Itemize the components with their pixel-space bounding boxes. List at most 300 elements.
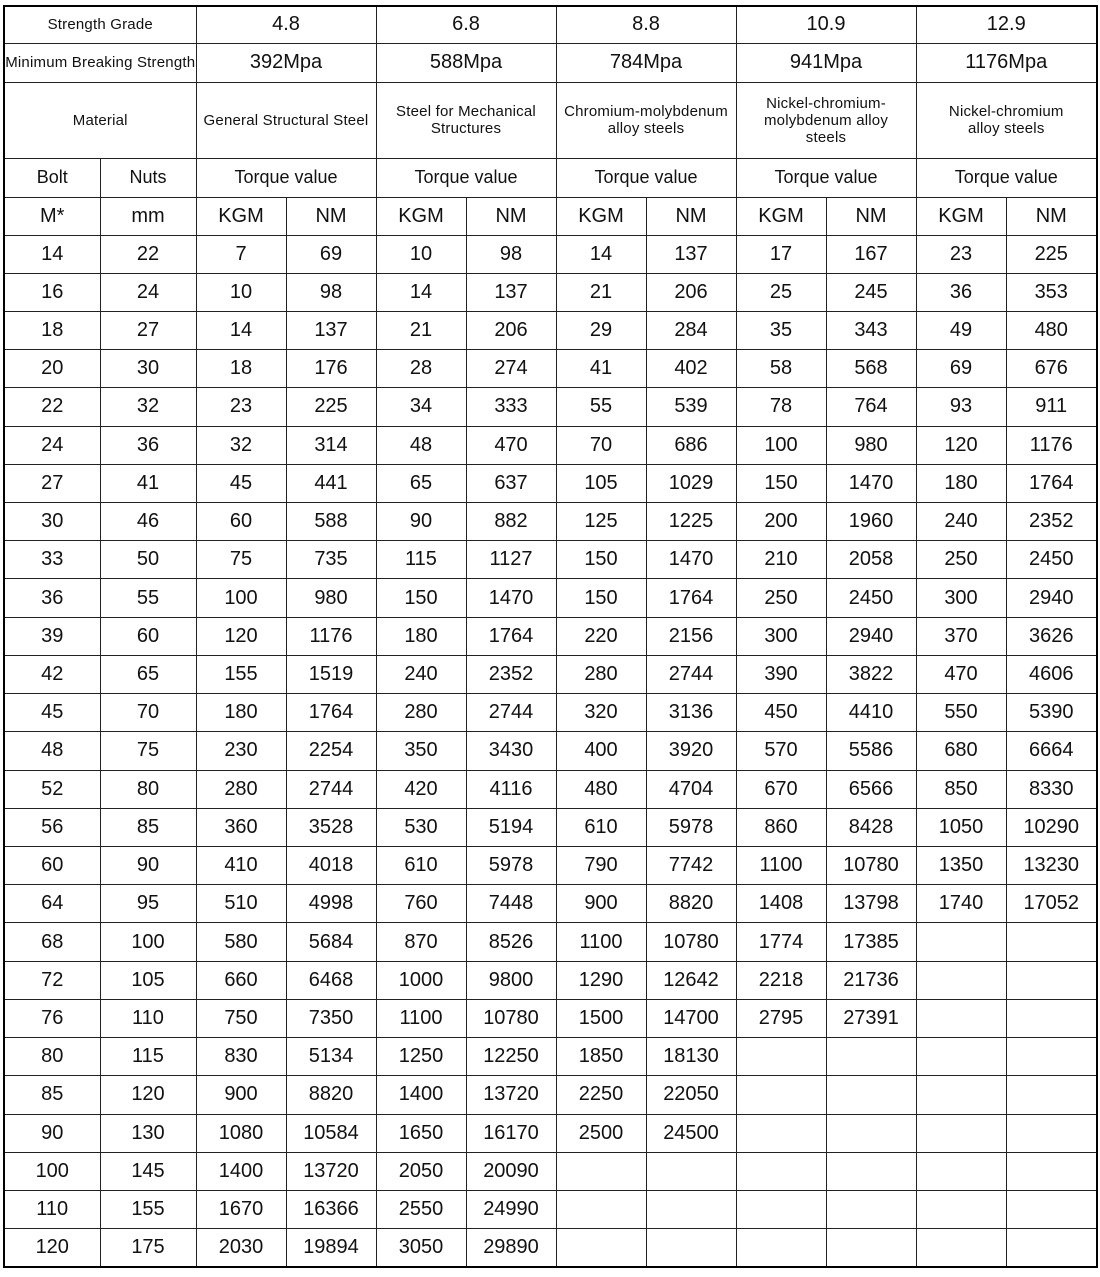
material-cell: Nickel-chromium alloy steels [916, 82, 1097, 158]
kgm-10-9-cell: 1408 [736, 885, 826, 923]
bolt-size-cell: 45 [4, 694, 100, 732]
kgm-header: KGM [916, 197, 1006, 235]
kgm-12-9-cell: 680 [916, 732, 1006, 770]
kgm-10-9-cell: 2795 [736, 999, 826, 1037]
bolt-size-cell: 85 [4, 1076, 100, 1114]
nm-6-8-cell: 20090 [466, 1152, 556, 1190]
nut-size-cell: 50 [100, 541, 196, 579]
kgm-4-8-cell: 900 [196, 1076, 286, 1114]
kgm-12-9-cell: 49 [916, 311, 1006, 349]
breaking-strength-label: Minimum Breaking Strength [4, 43, 196, 82]
kgm-4-8-cell: 100 [196, 579, 286, 617]
nm-10-9-cell: 8428 [826, 808, 916, 846]
bolt-size-cell: 60 [4, 847, 100, 885]
nm-8-8-cell: 4704 [646, 770, 736, 808]
kgm-8-8-cell: 150 [556, 541, 646, 579]
bolt-size-cell: 22 [4, 388, 100, 426]
kgm-8-8-cell: 220 [556, 617, 646, 655]
breaking-strength-cell: 1176Mpa [916, 43, 1097, 82]
kgm-6-8-cell: 3050 [376, 1229, 466, 1267]
bolt-size-cell: 24 [4, 426, 100, 464]
kgm-12-9-cell [916, 1038, 1006, 1076]
bolt-size-cell: 90 [4, 1114, 100, 1152]
nm-10-9-cell: 3822 [826, 655, 916, 693]
nm-6-8-cell: 5194 [466, 808, 556, 846]
material-row [4, 82, 1097, 158]
nm-4-8-cell: 8820 [286, 1076, 376, 1114]
nm-12-9-cell [1006, 1114, 1097, 1152]
kgm-6-8-cell: 2550 [376, 1190, 466, 1228]
nm-4-8-cell: 13720 [286, 1152, 376, 1190]
nm-8-8-cell: 284 [646, 311, 736, 349]
kgm-10-9-cell [736, 1114, 826, 1152]
kgm-12-9-cell [916, 961, 1006, 999]
kgm-8-8-cell: 610 [556, 808, 646, 846]
bolt-size-cell: 42 [4, 655, 100, 693]
grade-cell: 10.9 [736, 6, 916, 43]
kgm-4-8-cell: 75 [196, 541, 286, 579]
table-row [4, 579, 1097, 617]
nm-10-9-cell: 27391 [826, 999, 916, 1037]
nm-12-9-cell: 2352 [1006, 503, 1097, 541]
nm-10-9-cell: 980 [826, 426, 916, 464]
nm-12-9-cell: 4606 [1006, 655, 1097, 693]
kgm-6-8-cell: 1650 [376, 1114, 466, 1152]
kgm-header: KGM [376, 197, 466, 235]
torque-value-label: Torque value [556, 158, 736, 197]
nm-4-8-cell: 7350 [286, 999, 376, 1037]
kgm-6-8-cell: 150 [376, 579, 466, 617]
nut-size-cell: 30 [100, 350, 196, 388]
kgm-4-8-cell: 14 [196, 311, 286, 349]
nm-10-9-cell: 245 [826, 273, 916, 311]
kgm-8-8-cell: 29 [556, 311, 646, 349]
table-row [4, 464, 1097, 502]
nm-4-8-cell: 4018 [286, 847, 376, 885]
nut-size-cell: 95 [100, 885, 196, 923]
nm-4-8-cell: 1176 [286, 617, 376, 655]
bolt-size-cell: 18 [4, 311, 100, 349]
nm-10-9-cell [826, 1114, 916, 1152]
table-row [4, 923, 1097, 961]
kgm-12-9-cell: 1050 [916, 808, 1006, 846]
nm-8-8-cell: 402 [646, 350, 736, 388]
nm-6-8-cell: 24990 [466, 1190, 556, 1228]
nm-6-8-cell: 12250 [466, 1038, 556, 1076]
nm-6-8-cell: 1764 [466, 617, 556, 655]
nm-12-9-cell: 17052 [1006, 885, 1097, 923]
nm-4-8-cell: 4998 [286, 885, 376, 923]
kgm-8-8-cell: 280 [556, 655, 646, 693]
bolt-size-cell: 64 [4, 885, 100, 923]
nm-6-8-cell: 8526 [466, 923, 556, 961]
nm-8-8-cell: 1764 [646, 579, 736, 617]
kgm-10-9-cell: 78 [736, 388, 826, 426]
kgm-6-8-cell: 115 [376, 541, 466, 579]
nm-12-9-cell: 2940 [1006, 579, 1097, 617]
kgm-8-8-cell: 125 [556, 503, 646, 541]
nut-size-cell: 70 [100, 694, 196, 732]
table-row [4, 235, 1097, 273]
kgm-8-8-cell: 320 [556, 694, 646, 732]
kgm-4-8-cell: 830 [196, 1038, 286, 1076]
nm-6-8-cell: 5978 [466, 847, 556, 885]
nm-4-8-cell: 69 [286, 235, 376, 273]
kgm-8-8-cell: 480 [556, 770, 646, 808]
kgm-12-9-cell: 250 [916, 541, 1006, 579]
table-row [4, 732, 1097, 770]
kgm-header: KGM [736, 197, 826, 235]
kgm-6-8-cell: 65 [376, 464, 466, 502]
grade-cell: 4.8 [196, 6, 376, 43]
kgm-8-8-cell: 70 [556, 426, 646, 464]
kgm-4-8-cell: 750 [196, 999, 286, 1037]
bolt-size-cell: 72 [4, 961, 100, 999]
nut-size-cell: 110 [100, 999, 196, 1037]
nm-8-8-cell: 5978 [646, 808, 736, 846]
kgm-4-8-cell: 410 [196, 847, 286, 885]
kgm-10-9-cell: 100 [736, 426, 826, 464]
bolt-label: Bolt [4, 158, 100, 197]
kgm-8-8-cell: 21 [556, 273, 646, 311]
kgm-8-8-cell [556, 1229, 646, 1267]
nm-6-8-cell: 1127 [466, 541, 556, 579]
nuts-unit: mm [100, 197, 196, 235]
nm-8-8-cell: 14700 [646, 999, 736, 1037]
torque-value-label: Torque value [196, 158, 376, 197]
nm-6-8-cell: 137 [466, 273, 556, 311]
nm-8-8-cell [646, 1152, 736, 1190]
kgm-6-8-cell: 280 [376, 694, 466, 732]
nut-size-cell: 85 [100, 808, 196, 846]
kgm-10-9-cell: 150 [736, 464, 826, 502]
kgm-12-9-cell [916, 999, 1006, 1037]
bolt-size-cell: 16 [4, 273, 100, 311]
kgm-12-9-cell: 470 [916, 655, 1006, 693]
table-row [4, 273, 1097, 311]
kgm-6-8-cell: 610 [376, 847, 466, 885]
kgm-8-8-cell: 14 [556, 235, 646, 273]
table-row [4, 655, 1097, 693]
kgm-4-8-cell: 510 [196, 885, 286, 923]
nm-4-8-cell: 176 [286, 350, 376, 388]
kgm-6-8-cell: 530 [376, 808, 466, 846]
torque-table-container [3, 5, 1096, 1271]
nm-4-8-cell: 5684 [286, 923, 376, 961]
nut-size-cell: 27 [100, 311, 196, 349]
kgm-10-9-cell: 250 [736, 579, 826, 617]
nm-12-9-cell [1006, 1076, 1097, 1114]
table-row [4, 541, 1097, 579]
nm-12-9-cell: 3626 [1006, 617, 1097, 655]
table-row [4, 999, 1097, 1037]
kgm-6-8-cell: 1400 [376, 1076, 466, 1114]
nm-4-8-cell: 980 [286, 579, 376, 617]
kgm-12-9-cell: 120 [916, 426, 1006, 464]
bolt-size-cell: 76 [4, 999, 100, 1037]
kgm-12-9-cell [916, 1229, 1006, 1267]
nut-size-cell: 115 [100, 1038, 196, 1076]
nut-size-cell: 41 [100, 464, 196, 502]
bolt-size-cell: 30 [4, 503, 100, 541]
bolt-size-cell: 52 [4, 770, 100, 808]
table-row [4, 350, 1097, 388]
strength-grade-label: Strength Grade [4, 6, 196, 43]
torque-value-label: Torque value [376, 158, 556, 197]
kgm-6-8-cell: 180 [376, 617, 466, 655]
kgm-6-8-cell: 760 [376, 885, 466, 923]
nm-10-9-cell: 1960 [826, 503, 916, 541]
nut-size-cell: 90 [100, 847, 196, 885]
kgm-12-9-cell: 370 [916, 617, 1006, 655]
kgm-8-8-cell: 55 [556, 388, 646, 426]
nm-10-9-cell: 17385 [826, 923, 916, 961]
kgm-6-8-cell: 240 [376, 655, 466, 693]
kgm-6-8-cell: 10 [376, 235, 466, 273]
nm-4-8-cell: 5134 [286, 1038, 376, 1076]
torque-value-label: Torque value [916, 158, 1097, 197]
nm-8-8-cell: 7742 [646, 847, 736, 885]
nm-12-9-cell: 676 [1006, 350, 1097, 388]
nm-header: NM [286, 197, 376, 235]
kgm-10-9-cell: 570 [736, 732, 826, 770]
nm-12-9-cell [1006, 1152, 1097, 1190]
nm-6-8-cell: 29890 [466, 1229, 556, 1267]
nm-6-8-cell: 2352 [466, 655, 556, 693]
nm-4-8-cell: 6468 [286, 961, 376, 999]
kgm-6-8-cell: 1100 [376, 999, 466, 1037]
table-row [4, 1190, 1097, 1228]
nut-size-cell: 36 [100, 426, 196, 464]
kgm-12-9-cell: 1350 [916, 847, 1006, 885]
nut-size-cell: 80 [100, 770, 196, 808]
kgm-6-8-cell: 420 [376, 770, 466, 808]
kgm-10-9-cell: 860 [736, 808, 826, 846]
kgm-8-8-cell: 900 [556, 885, 646, 923]
bolt-size-cell: 14 [4, 235, 100, 273]
kgm-12-9-cell: 36 [916, 273, 1006, 311]
nut-size-cell: 55 [100, 579, 196, 617]
nm-12-9-cell [1006, 999, 1097, 1037]
bolt-size-cell: 20 [4, 350, 100, 388]
nm-4-8-cell: 98 [286, 273, 376, 311]
bolt-unit: M* [4, 197, 100, 235]
kgm-4-8-cell: 1670 [196, 1190, 286, 1228]
nm-10-9-cell [826, 1038, 916, 1076]
nm-4-8-cell: 314 [286, 426, 376, 464]
nm-4-8-cell: 3528 [286, 808, 376, 846]
nut-size-cell: 120 [100, 1076, 196, 1114]
nm-8-8-cell: 24500 [646, 1114, 736, 1152]
bolt-size-cell: 110 [4, 1190, 100, 1228]
kgm-12-9-cell: 23 [916, 235, 1006, 273]
kgm-10-9-cell: 1774 [736, 923, 826, 961]
nm-10-9-cell [826, 1076, 916, 1114]
nm-8-8-cell: 1225 [646, 503, 736, 541]
kgm-header: KGM [196, 197, 286, 235]
kgm-10-9-cell: 25 [736, 273, 826, 311]
nm-10-9-cell: 167 [826, 235, 916, 273]
nm-12-9-cell: 13230 [1006, 847, 1097, 885]
nm-10-9-cell: 764 [826, 388, 916, 426]
material-cell: Nickel-chromium-molybdenum alloy steels [736, 82, 916, 158]
table-row [4, 503, 1097, 541]
kgm-6-8-cell: 48 [376, 426, 466, 464]
nm-4-8-cell: 19894 [286, 1229, 376, 1267]
breaking-strength-cell: 392Mpa [196, 43, 376, 82]
kgm-4-8-cell: 1080 [196, 1114, 286, 1152]
nm-12-9-cell: 480 [1006, 311, 1097, 349]
kgm-12-9-cell [916, 1114, 1006, 1152]
kgm-10-9-cell [736, 1038, 826, 1076]
nm-10-9-cell [826, 1190, 916, 1228]
kgm-8-8-cell: 790 [556, 847, 646, 885]
nm-6-8-cell: 3430 [466, 732, 556, 770]
kgm-10-9-cell: 58 [736, 350, 826, 388]
kgm-10-9-cell [736, 1152, 826, 1190]
kgm-8-8-cell: 2250 [556, 1076, 646, 1114]
nm-10-9-cell: 6566 [826, 770, 916, 808]
nm-10-9-cell [826, 1152, 916, 1190]
nm-8-8-cell: 3136 [646, 694, 736, 732]
kgm-10-9-cell: 17 [736, 235, 826, 273]
nm-10-9-cell: 2058 [826, 541, 916, 579]
bolt-size-cell: 100 [4, 1152, 100, 1190]
nm-12-9-cell [1006, 1038, 1097, 1076]
kgm-6-8-cell: 14 [376, 273, 466, 311]
nm-8-8-cell: 206 [646, 273, 736, 311]
nm-10-9-cell [826, 1229, 916, 1267]
nm-12-9-cell [1006, 1190, 1097, 1228]
nm-10-9-cell: 343 [826, 311, 916, 349]
kgm-4-8-cell: 280 [196, 770, 286, 808]
nm-8-8-cell: 18130 [646, 1038, 736, 1076]
nm-12-9-cell: 1764 [1006, 464, 1097, 502]
kgm-header: KGM [556, 197, 646, 235]
kgm-12-9-cell: 550 [916, 694, 1006, 732]
nm-6-8-cell: 2744 [466, 694, 556, 732]
breaking-strength-cell: 941Mpa [736, 43, 916, 82]
nm-12-9-cell: 353 [1006, 273, 1097, 311]
grade-cell: 12.9 [916, 6, 1097, 43]
nm-4-8-cell: 225 [286, 388, 376, 426]
nm-10-9-cell: 2940 [826, 617, 916, 655]
nm-4-8-cell: 1519 [286, 655, 376, 693]
kgm-12-9-cell [916, 1190, 1006, 1228]
material-cell: Chromium-molybdenum alloy steels [556, 82, 736, 158]
kgm-12-9-cell: 1740 [916, 885, 1006, 923]
nm-6-8-cell: 10780 [466, 999, 556, 1037]
kgm-12-9-cell: 300 [916, 579, 1006, 617]
kgm-4-8-cell: 45 [196, 464, 286, 502]
kgm-4-8-cell: 155 [196, 655, 286, 693]
nm-10-9-cell: 2450 [826, 579, 916, 617]
kgm-10-9-cell: 450 [736, 694, 826, 732]
bolt-size-cell: 27 [4, 464, 100, 502]
kgm-4-8-cell: 23 [196, 388, 286, 426]
kgm-4-8-cell: 660 [196, 961, 286, 999]
kgm-8-8-cell: 105 [556, 464, 646, 502]
table-row [4, 1152, 1097, 1190]
nm-6-8-cell: 98 [466, 235, 556, 273]
table-row [4, 885, 1097, 923]
table-row [4, 617, 1097, 655]
kgm-6-8-cell: 28 [376, 350, 466, 388]
nm-12-9-cell: 10290 [1006, 808, 1097, 846]
nm-12-9-cell [1006, 961, 1097, 999]
bolt-size-cell: 56 [4, 808, 100, 846]
nm-8-8-cell: 539 [646, 388, 736, 426]
strength-grade-row [4, 6, 1097, 43]
nm-8-8-cell: 137 [646, 235, 736, 273]
bolt-size-cell: 68 [4, 923, 100, 961]
nm-6-8-cell: 882 [466, 503, 556, 541]
nm-6-8-cell: 470 [466, 426, 556, 464]
nut-size-cell: 46 [100, 503, 196, 541]
kgm-12-9-cell: 240 [916, 503, 1006, 541]
nm-6-8-cell: 333 [466, 388, 556, 426]
table-row [4, 426, 1097, 464]
kgm-8-8-cell: 1500 [556, 999, 646, 1037]
nm-6-8-cell: 16170 [466, 1114, 556, 1152]
kgm-6-8-cell: 2050 [376, 1152, 466, 1190]
kgm-12-9-cell [916, 1152, 1006, 1190]
kgm-8-8-cell: 2500 [556, 1114, 646, 1152]
nm-4-8-cell: 441 [286, 464, 376, 502]
bolt-size-cell: 120 [4, 1229, 100, 1267]
nut-size-cell: 75 [100, 732, 196, 770]
nut-size-cell: 60 [100, 617, 196, 655]
nm-6-8-cell: 206 [466, 311, 556, 349]
kgm-10-9-cell: 210 [736, 541, 826, 579]
bolt-size-cell: 80 [4, 1038, 100, 1076]
kgm-6-8-cell: 34 [376, 388, 466, 426]
nm-4-8-cell: 2744 [286, 770, 376, 808]
table-row [4, 1114, 1097, 1152]
nm-8-8-cell: 2744 [646, 655, 736, 693]
torque-label-row [4, 158, 1097, 197]
nm-12-9-cell: 225 [1006, 235, 1097, 273]
kgm-6-8-cell: 1250 [376, 1038, 466, 1076]
nut-size-cell: 155 [100, 1190, 196, 1228]
kgm-8-8-cell [556, 1190, 646, 1228]
breaking-strength-cell: 784Mpa [556, 43, 736, 82]
table-row [4, 847, 1097, 885]
nm-6-8-cell: 1470 [466, 579, 556, 617]
nm-8-8-cell: 12642 [646, 961, 736, 999]
nm-10-9-cell: 13798 [826, 885, 916, 923]
nm-8-8-cell [646, 1229, 736, 1267]
nm-header: NM [466, 197, 556, 235]
nut-size-cell: 24 [100, 273, 196, 311]
table-row [4, 1076, 1097, 1114]
kgm-10-9-cell [736, 1190, 826, 1228]
nm-8-8-cell: 686 [646, 426, 736, 464]
bolt-torque-table [3, 5, 1098, 1268]
nm-4-8-cell: 2254 [286, 732, 376, 770]
kgm-6-8-cell: 90 [376, 503, 466, 541]
nut-size-cell: 175 [100, 1229, 196, 1267]
nut-size-cell: 32 [100, 388, 196, 426]
table-row [4, 961, 1097, 999]
nm-10-9-cell: 1470 [826, 464, 916, 502]
kgm-4-8-cell: 230 [196, 732, 286, 770]
kgm-4-8-cell: 1400 [196, 1152, 286, 1190]
nm-8-8-cell: 1470 [646, 541, 736, 579]
kgm-8-8-cell: 41 [556, 350, 646, 388]
kgm-10-9-cell: 1100 [736, 847, 826, 885]
nm-12-9-cell: 911 [1006, 388, 1097, 426]
